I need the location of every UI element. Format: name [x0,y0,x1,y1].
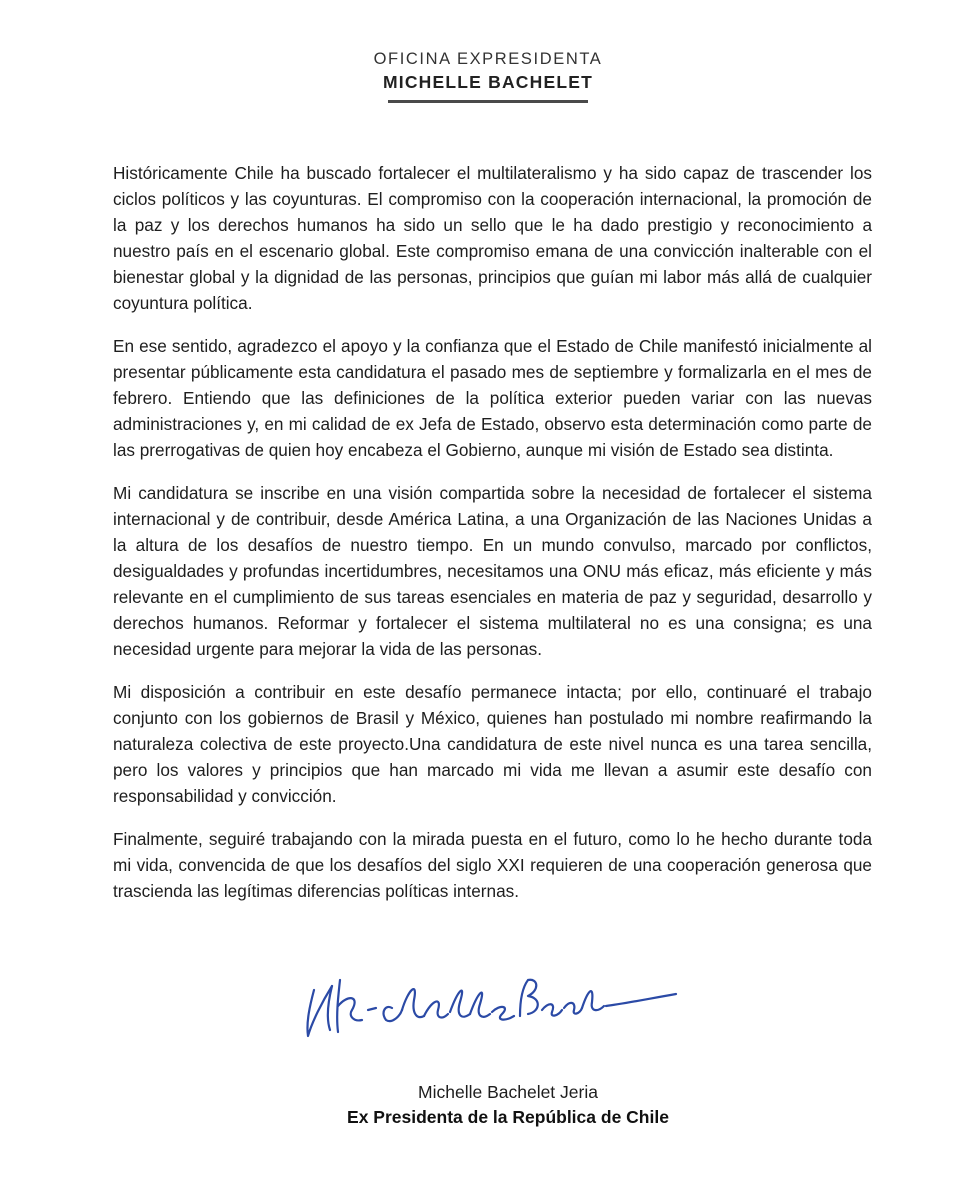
letter-body [113,160,872,921]
letterhead-name: MICHELLE BACHELET [383,72,593,92]
paragraph-3: Mi candidatura se inscribe en una visión compartida sobre la necesidad de fortalecer el sistema internacional y de contribuir, desde América Latina, a una Organización de las Naciones Unidas a la altura de los desafíos de nuestro tiempo. En un mundo convulso, marcado por conflictos, desigualdades y profundas incertidumbres, necesitamos una ONU más eficaz, más eficiente y más relevante en el cumplimiento de sus tareas esenciales en materia de paz y seguridad, desarrollo y derechos humanos. Reformar y fortalecer el sistema multilateral no es una consigna; es una necesidad urgente para mejorar la vida de las personas. [113,483,872,659]
letterhead-underline [388,100,588,103]
paragraph-5: Finalmente, seguiré trabajando con la mirada puesta en el futuro, como lo he hecho durante toda mi vida, convencida de que los desafíos del siglo XXI requieren de una cooperación generosa que trascienda las legítimas diferencias políticas internas. [113,829,872,901]
signer-title: Ex Presidenta de la República de Chile [347,1107,669,1127]
paragraph-2: En ese sentido, agradezco el apoyo y la confianza que el Estado de Chile manifestó inicialmente al presentar públicamente esta candidatura el pasado mes de septiembre y formalizarla en el mes de febrero. Entiendo que las definiciones de la política exterior pueden variar con las nuevas administraciones y, en mi calidad de ex Jefa de Estado, observo esta determinación como parte de las prerrogativas de quien hoy encabeza el Gobierno, aunque mi visión de Estado sea distinta. [113,336,872,460]
paragraph-1: Históricamente Chile ha buscado fortalecer el multilateralismo y ha sido capaz de trascender los ciclos políticos y las coyunturas. El compromiso con la cooperación internacional, la promoción de la paz y los derechos humanos ha sido un sello que le ha dado prestigio y reconocimiento a nuestro país en el escenario global. Este compromiso emana de una convicción inalterable con el bienestar global y la dignidad de las personas, principios que guían mi labor más allá de cualquier coyuntura política. [113,163,872,313]
letterhead-organization: OFICINA EXPRESIDENTA [373,50,603,68]
paragraph-4: Mi disposición a contribuir en este desafío permanece intacta; por ello, continuaré el trabajo conjunto con los gobiernos de Brasil y México, quienes han postulado mi nombre reafirmando la naturaleza colectiva de este proyecto.Una candidatura de este nivel nunca es una tarea sencilla, pero los valores y principios que han marcado mi vida me llevan a asumir este desafío con responsabilidad y convicción. [113,682,872,806]
signoff [0,1080,976,1130]
signer-name: Michelle Bachelet Jeria [418,1082,598,1102]
letterhead [0,48,976,103]
handwritten-signature [292,950,692,1060]
